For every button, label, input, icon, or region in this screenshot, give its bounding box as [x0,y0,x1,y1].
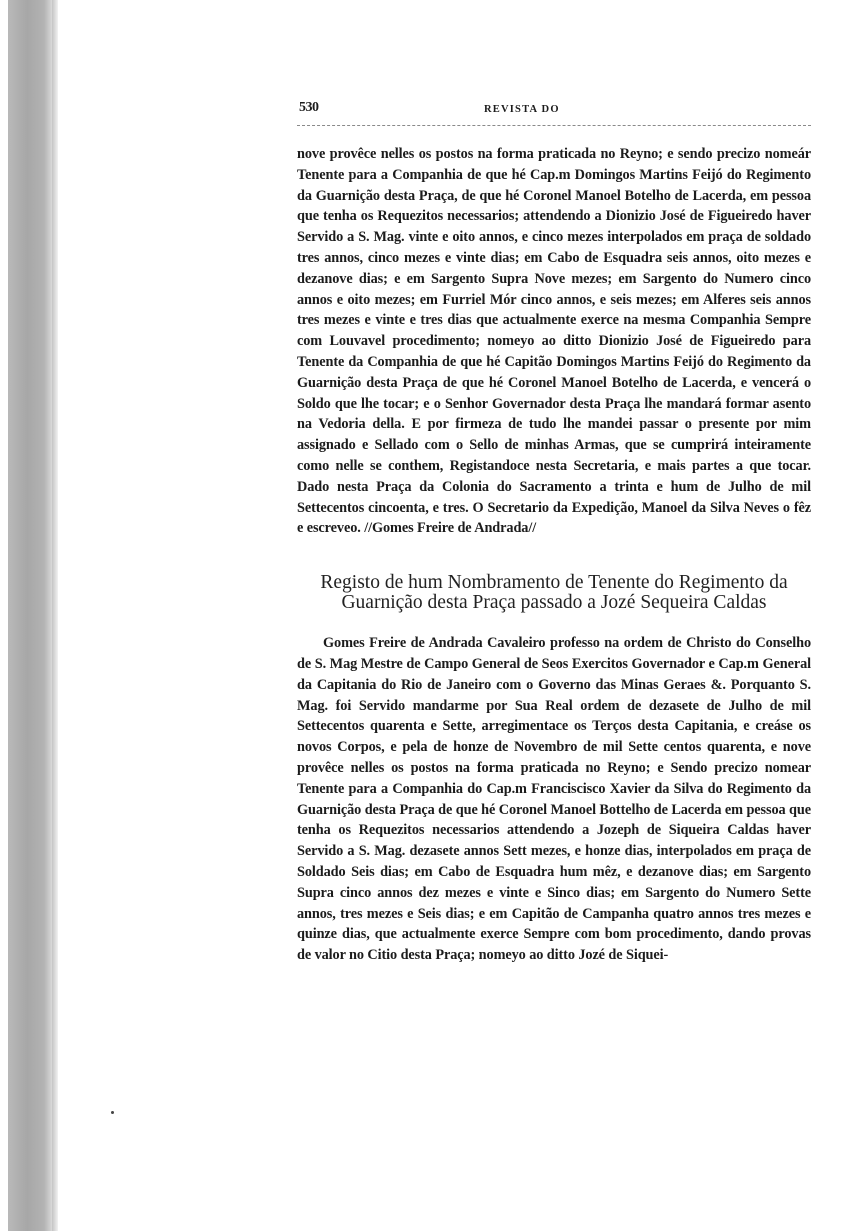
paragraph-text: nove provêce nelles os postos na forma praticada no Reyno; e sendo precizo nomeár Tenente para a Companhia de que hé Cap.m Domingos Martins Feijó do Regimento da Guarnição desta Praça, de que hé Coronel Manoel Botelho de Lacerda, em pessoa que tenha os Requezitos necessarios; attendendo a Dionizio José de Figueiredo haver Servido a S. Mag. vinte e oito annos, e cinco mezes interpolados em praça de soldado tres annos, cinco mezes e vinte dias; em Cabo de Esquadra seis annos, oito mezes e dezanove dias; e em Sargento Supra Nove mezes; em Sargento do Numero cinco annos e oito mezes; em Furriel Mór cinco annos, e seis mezes; em Alferes seis annos tres mezes e vinte e tres dias que actualmente exerce na mesma Companhia Sempre com Louvavel procedimento; nomeyo ao ditto Dionizio José de Figueiredo para Tenente da Companhia de que hé Capitão Domingos Martins Feijó do Regimento da Guarnição desta Praça de que hé Coronel Manoel Botelho de Lacerda, e vencerá o Soldo que lhe tocar; e o Senhor Governador desta Praça lhe mandará formar asento na Vedoria della. E por firmeza de tudo lhe mandei passar o presente por mim assignado e Sellado com o Sello de minhas Armas, que se cumprirá inteiramente como nelle se conthem, Registandoce nesta Secretaria, e mais partes a que tocar. Dado nesta Praça da Colonia do Sacramento a trinta e hum de Julho de mil Settecentos cincoenta, e tres. O Secretario da Expedição, Manoel da Silva Neves o fêz e escreveo. //Gomes Freire de Andrada// [297,146,811,537]
header-rule [297,125,811,126]
document-page [297,96,811,966]
section-body [297,633,811,966]
running-head [297,96,811,122]
binding-shadow [8,0,56,1231]
continued-paragraph [297,144,811,539]
running-title: REVISTA DO [484,104,560,115]
page-number: 530 [299,100,319,115]
binding-edge [52,0,58,1231]
section-heading [297,573,811,613]
paragraph-text: Gomes Freire de Andrada Cavaleiro professo na ordem de Christo do Conselho de S. Mag Mestre de Campo General de Seos Exercitos Governador e Cap.m General da Capitania do Rio de Janeiro com o Governo das Minas Geraes &. Porquanto S. Mag. foi Servido mandarme por Sua Real ordem de dezasete de Julho de mil Settecentos quarenta e Sette, arregimentace os Terços desta Capitania, e creáse os novos Corpos, e pela de honze de Novembro de mil Sette centos quarenta, e nove provêce nelles os postos na forma praticada no Reyno; e Sendo precizo nomear Tenente para a Companhia do Cap.m Franciscisco Xavier da Silva do Regimento da Guarnição desta Praça de que hé Coronel Manoel Bottelho de Lacerda em pessoa que tenha os Requezitos necessarios attendendo a Jozeph de Siqueira Caldas haver Servido a S. Mag. dezasete annos Sett mezes, e honze dias, interpolados em praça de Soldado Seis dias; em Cabo de Esquadra hum mêz, e dezanove dias; em Sargento Supra cinco annos dez mezes e vinte e Sinco dias; em Sargento do Numero Sette annos, tres mezes e Seis dias; e em Capitão de Campanha quatro annos tres mezes e quinze dias, que actualmente exerce Sempre com bom procedimento, dando provas de valor no Citio desta Praça; nomeyo ao ditto Jozé de Siquei- [297,635,811,964]
section-heading-line-2: Guarnição desta Praça passado a Jozé Sequeira Caldas [341,592,767,614]
section-heading-line-1: Registo de hum Nombramento de Tenente do Regimento da [320,572,788,594]
scan-speck [111,1111,114,1114]
